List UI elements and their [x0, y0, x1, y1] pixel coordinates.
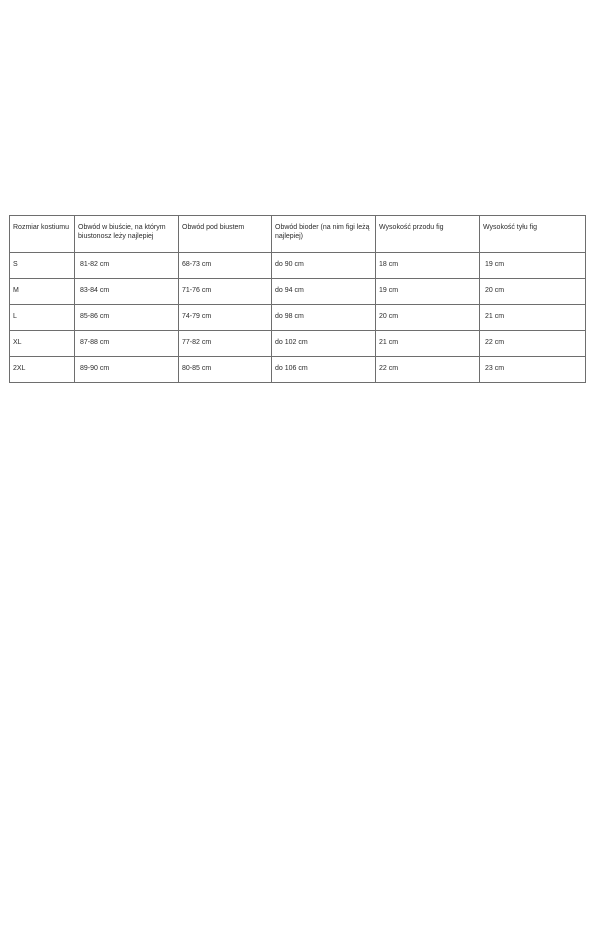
cell-front-height: 21 cm: [376, 331, 480, 357]
cell-hips: do 90 cm: [272, 253, 376, 279]
cell-back-height: 22 cm: [480, 331, 586, 357]
cell-front-height: 22 cm: [376, 357, 480, 383]
header-front-height: Wysokość przodu fig: [376, 216, 480, 253]
cell-size: S: [10, 253, 75, 279]
cell-hips: do 94 cm: [272, 279, 376, 305]
cell-hips: do 98 cm: [272, 305, 376, 331]
cell-back-height: 23 cm: [480, 357, 586, 383]
header-hips: Obwód bioder (na nim figi leżą najlepiej): [272, 216, 376, 253]
cell-underbust: 74-79 cm: [179, 305, 272, 331]
table-row: [10, 305, 586, 331]
header-size: Rozmiar kostiumu: [10, 216, 75, 253]
cell-bust: 89-90 cm: [75, 357, 179, 383]
cell-bust: 85-86 cm: [75, 305, 179, 331]
cell-underbust: 77-82 cm: [179, 331, 272, 357]
cell-size: 2XL: [10, 357, 75, 383]
cell-bust: 87-88 cm: [75, 331, 179, 357]
header-back-height: Wysokość tyłu fig: [480, 216, 586, 253]
table-row: [10, 279, 586, 305]
header-bust: Obwód w biuście, na którym biustonosz leży najlepiej: [75, 216, 179, 253]
cell-underbust: 80-85 cm: [179, 357, 272, 383]
cell-size: XL: [10, 331, 75, 357]
table-row: [10, 331, 586, 357]
cell-hips: do 102 cm: [272, 331, 376, 357]
table-header-row: [10, 216, 586, 253]
cell-bust: 83-84 cm: [75, 279, 179, 305]
cell-underbust: 68-73 cm: [179, 253, 272, 279]
cell-back-height: 20 cm: [480, 279, 586, 305]
table-row: [10, 253, 586, 279]
cell-front-height: 20 cm: [376, 305, 480, 331]
size-chart-table: [9, 215, 586, 383]
cell-underbust: 71-76 cm: [179, 279, 272, 305]
cell-size: M: [10, 279, 75, 305]
cell-size: L: [10, 305, 75, 331]
cell-back-height: 19 cm: [480, 253, 586, 279]
table-row: [10, 357, 586, 383]
cell-front-height: 18 cm: [376, 253, 480, 279]
cell-hips: do 106 cm: [272, 357, 376, 383]
cell-back-height: 21 cm: [480, 305, 586, 331]
cell-front-height: 19 cm: [376, 279, 480, 305]
cell-bust: 81-82 cm: [75, 253, 179, 279]
header-underbust: Obwód pod biustem: [179, 216, 272, 253]
